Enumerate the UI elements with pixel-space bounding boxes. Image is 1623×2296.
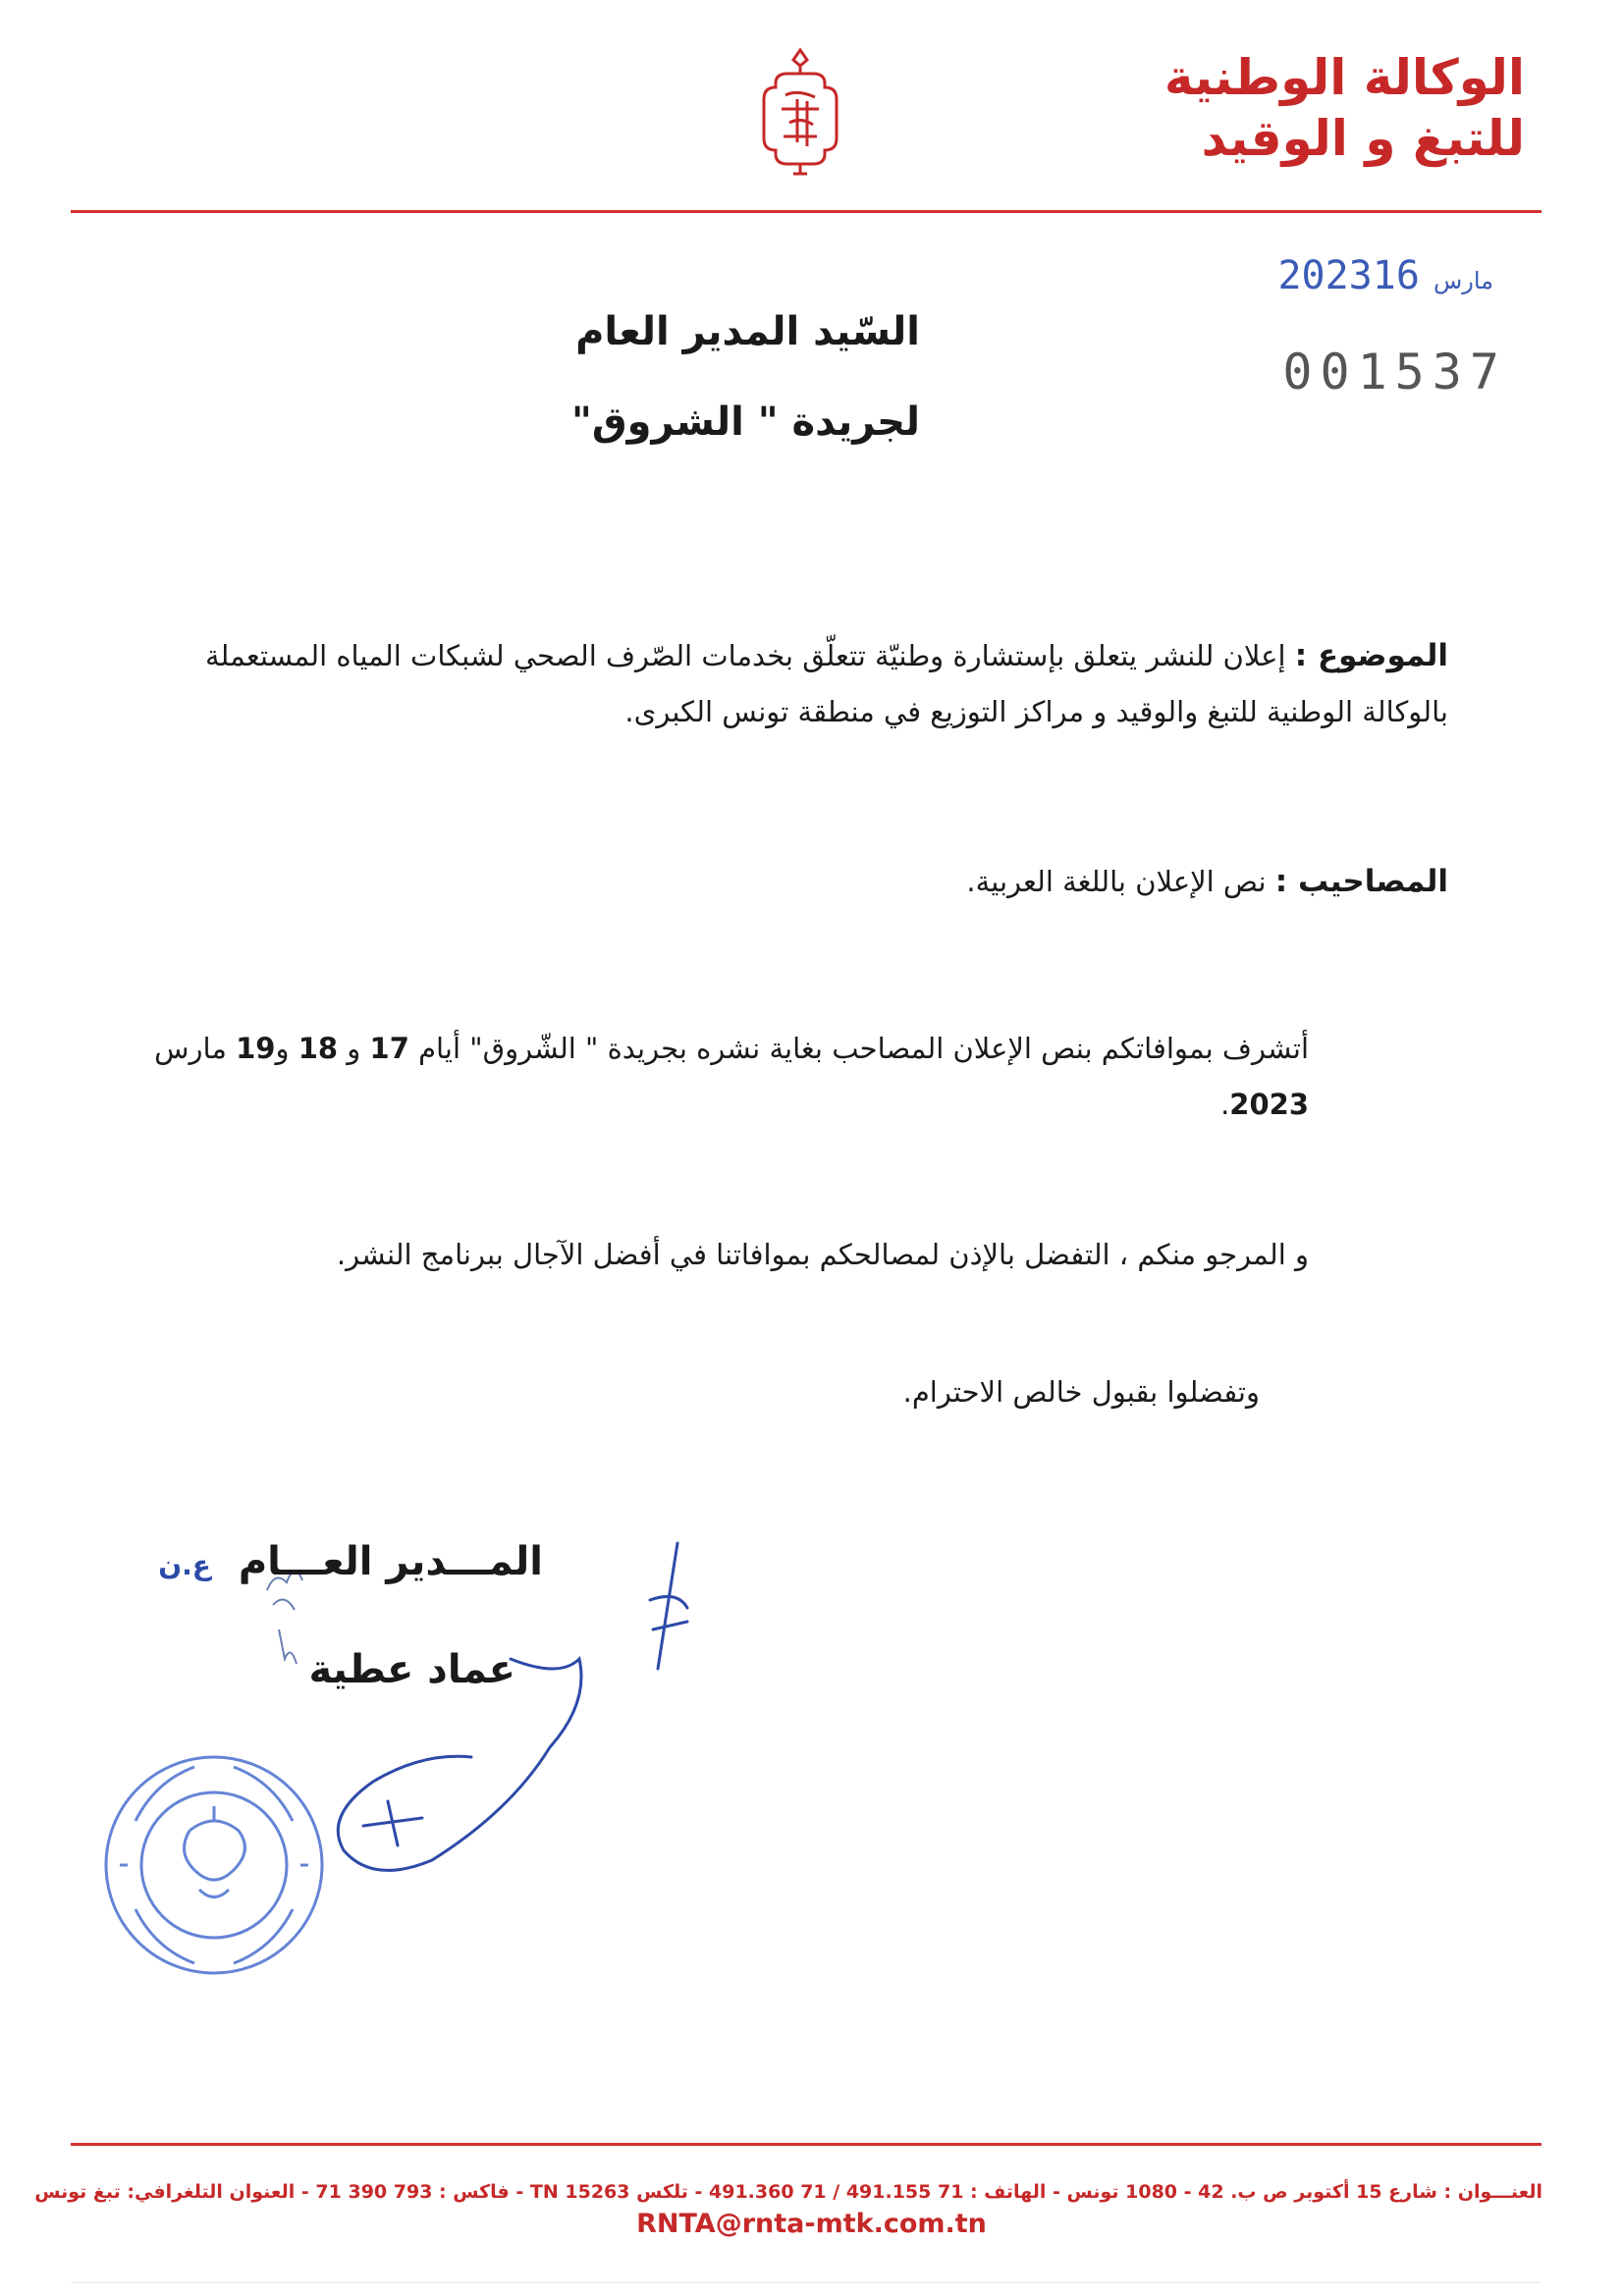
signatory-name: عماد عطية	[308, 1647, 515, 1692]
publication-day-3: 19	[236, 1032, 276, 1065]
subject-paragraph	[152, 628, 1448, 740]
header-divider	[71, 210, 1542, 213]
recipient-block	[331, 287, 920, 467]
signatory-title	[158, 1539, 543, 1584]
recipient-title: السّيد المدير العام	[575, 309, 920, 354]
footer-divider	[71, 2143, 1542, 2146]
reference-number: 001537	[1282, 344, 1507, 400]
organization-name-line2: للتبغ و الوقيد	[1201, 110, 1525, 167]
date-stamp-day: 16	[1372, 253, 1420, 298]
signatory-prefix: ع.ن	[158, 1549, 211, 1581]
date-stamp	[1277, 253, 1507, 298]
signatory-title-text: المـــدير العـــام	[238, 1539, 543, 1584]
enclosures-text: نص الإعلان باللغة العربية.	[966, 865, 1267, 898]
handwritten-signature-icon	[265, 1531, 756, 1885]
request-text-end: .	[1220, 1088, 1230, 1121]
organization-emblem-icon	[746, 44, 854, 182]
recipient-newspaper: لجريدة " الشروق"	[571, 400, 920, 445]
subject-text: إعلان للنشر يتعلق بإستشارة وطنيّة تتعلّق بخدمات الصّرف الصحي لشبكات المياه المستعملة بالوكالة الوطنية للتبغ والوقيد و مراكز التوزيع في منطقة تونس الكبرى.	[204, 639, 1448, 728]
enclosures-label: المصاحيب :	[1274, 864, 1448, 899]
official-seal-icon	[96, 1742, 332, 1988]
footer-email-link[interactable]: RNTA@rnta-mtk.com.tn	[636, 2209, 987, 2239]
subject-label: الموضوع :	[1294, 638, 1448, 673]
schedule-request-paragraph: و المرجو منكم ، التفضل بالإذن لمصالحكم بموافاتنا في أفضل الآجال ببرنامج النشر.	[336, 1238, 1309, 1271]
date-stamp-year: 2023	[1277, 253, 1373, 298]
closing-line: وتفضلوا بقبول خالص الاحترام.	[902, 1375, 1260, 1409]
conjunction-1: و	[338, 1032, 370, 1065]
conjunction-2: و	[275, 1032, 298, 1065]
organization-name	[1112, 47, 1525, 169]
request-text-start: أتشرف بموافاتكم بنص الإعلان المصاحب بغاية نشره بجريدة " الشّروق" أيام	[408, 1032, 1309, 1065]
enclosures-paragraph	[152, 854, 1448, 910]
date-stamp-month: مارس	[1433, 267, 1493, 294]
publication-year: 2023	[1229, 1088, 1309, 1121]
publication-month: مارس	[154, 1032, 237, 1065]
request-paragraph	[150, 1021, 1309, 1133]
publication-day-2: 18	[298, 1032, 339, 1065]
publication-day-1: 17	[369, 1032, 409, 1065]
footer-address: العنـــوان : شارع 15 أكتوبر ص ب. 42 - 1080 تونس - الهاتف : 71 491.155 / 71 491.360 - تلكس 15263 TN - فاكس : 793 390 71 - العنوان التلغرافي: تبغ تونس	[34, 2181, 1542, 2203]
page-bottom-divider	[71, 2282, 1542, 2283]
organization-name-line1: الوكالة الوطنية	[1163, 49, 1525, 106]
